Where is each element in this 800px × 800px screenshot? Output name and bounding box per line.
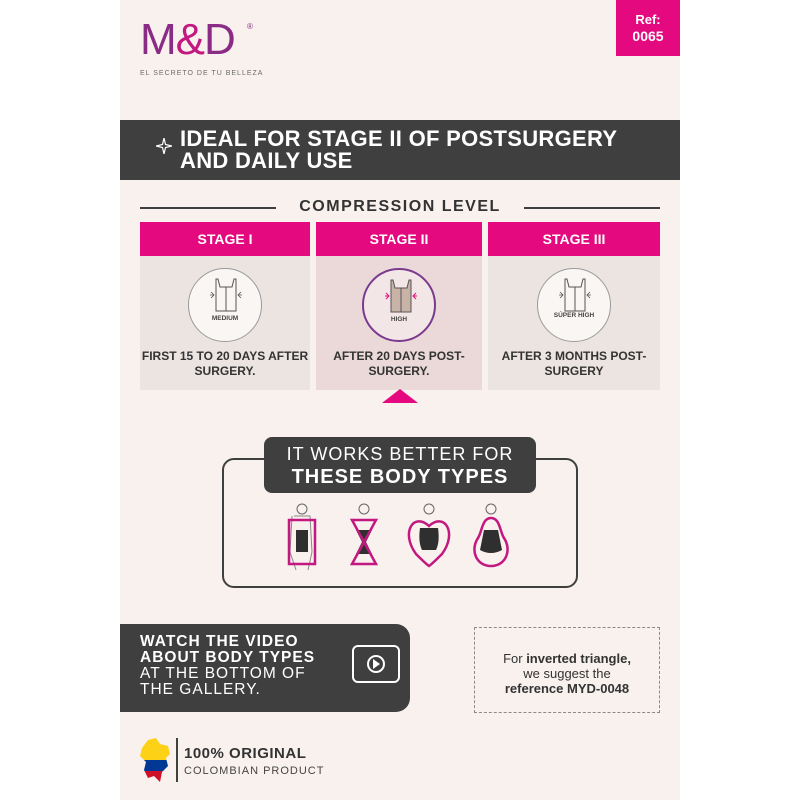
video-callout-text (140, 634, 338, 698)
body-type-rectangle-icon (280, 502, 324, 577)
stage-1-description: FIRST 15 TO 20 DAYS AFTER SURGERY. (141, 349, 309, 378)
body-types-title-line1: IT WORKS BETTER FOR (286, 444, 514, 464)
divider-left (140, 207, 276, 209)
footer-divider (176, 738, 178, 782)
stage-1-panel (140, 256, 310, 390)
brand-logo (140, 15, 235, 64)
play-video-icon[interactable] (352, 645, 400, 683)
original-title: 100% ORIGINAL (184, 745, 307, 762)
stage-3-description: AFTER 3 MONTHS POST-SURGERY (501, 349, 647, 378)
compression-title: COMPRESSION LEVEL (299, 198, 501, 215)
stage-1-level-circle (188, 268, 262, 342)
stage-2-level-circle (362, 268, 436, 342)
stage-1-header: STAGE I (140, 222, 310, 256)
suggestion-text (474, 651, 660, 696)
suggestion-pre: For (503, 651, 527, 666)
body-type-hourglass-icon (342, 502, 386, 577)
suggestion-reference: reference MYD-0048 (504, 681, 630, 696)
video-line2: ABOUT BODY TYPES (140, 649, 316, 666)
stage-1-level: MEDIUM (211, 315, 239, 322)
divider-right (524, 207, 660, 209)
video-line3: AT THE BOTTOM OF (140, 665, 306, 682)
suggestion-body-type: inverted triangle, (526, 651, 631, 666)
stage-3-level: SÚPER HIGH (553, 312, 595, 319)
video-line1: WATCH THE VIDEO (140, 633, 299, 650)
brand-tagline: EL SECRETO DE TU BELLEZA (140, 70, 264, 77)
registered-mark: ® (247, 22, 253, 31)
product-info-card (120, 0, 680, 800)
stage-banner (120, 120, 680, 180)
banner-title: IDEAL FOR STAGE II OF POSTSURGERY AND DAILY USE (180, 126, 617, 173)
suggestion-mid: we suggest the (523, 666, 611, 681)
reference-badge (616, 0, 680, 56)
body-type-apple-icon (404, 502, 454, 577)
video-line4: THE GALLERY. (140, 681, 261, 698)
stage-2-description: AFTER 20 DAYS POST-SURGERY. (333, 349, 465, 378)
garment-super-high-icon (557, 277, 593, 313)
logo-letter-m: M (140, 15, 176, 64)
stage-3-panel (488, 256, 660, 390)
original-subtitle: COLOMBIAN PRODUCT (184, 765, 325, 777)
sparkle-icon (156, 138, 172, 159)
ref-label: Ref: (635, 12, 661, 27)
stage-3-header: STAGE III (488, 222, 660, 256)
logo-letter-d: D (204, 15, 235, 64)
logo-ampersand: & (175, 15, 205, 64)
body-types-title (264, 437, 536, 493)
stage-2-header: STAGE II (316, 222, 482, 256)
garment-medium-icon (208, 277, 244, 313)
active-stage-marker (382, 389, 418, 403)
stage-2-level: HIGH (390, 316, 408, 323)
ref-code: 0065 (632, 28, 664, 44)
stage-2-panel (316, 256, 482, 390)
body-types-title-line2: THESE BODY TYPES (291, 466, 509, 488)
stage-3-level-circle (537, 268, 611, 342)
garment-high-icon (383, 278, 419, 314)
body-type-pear-icon (466, 502, 516, 577)
colombia-map-icon (138, 738, 172, 787)
